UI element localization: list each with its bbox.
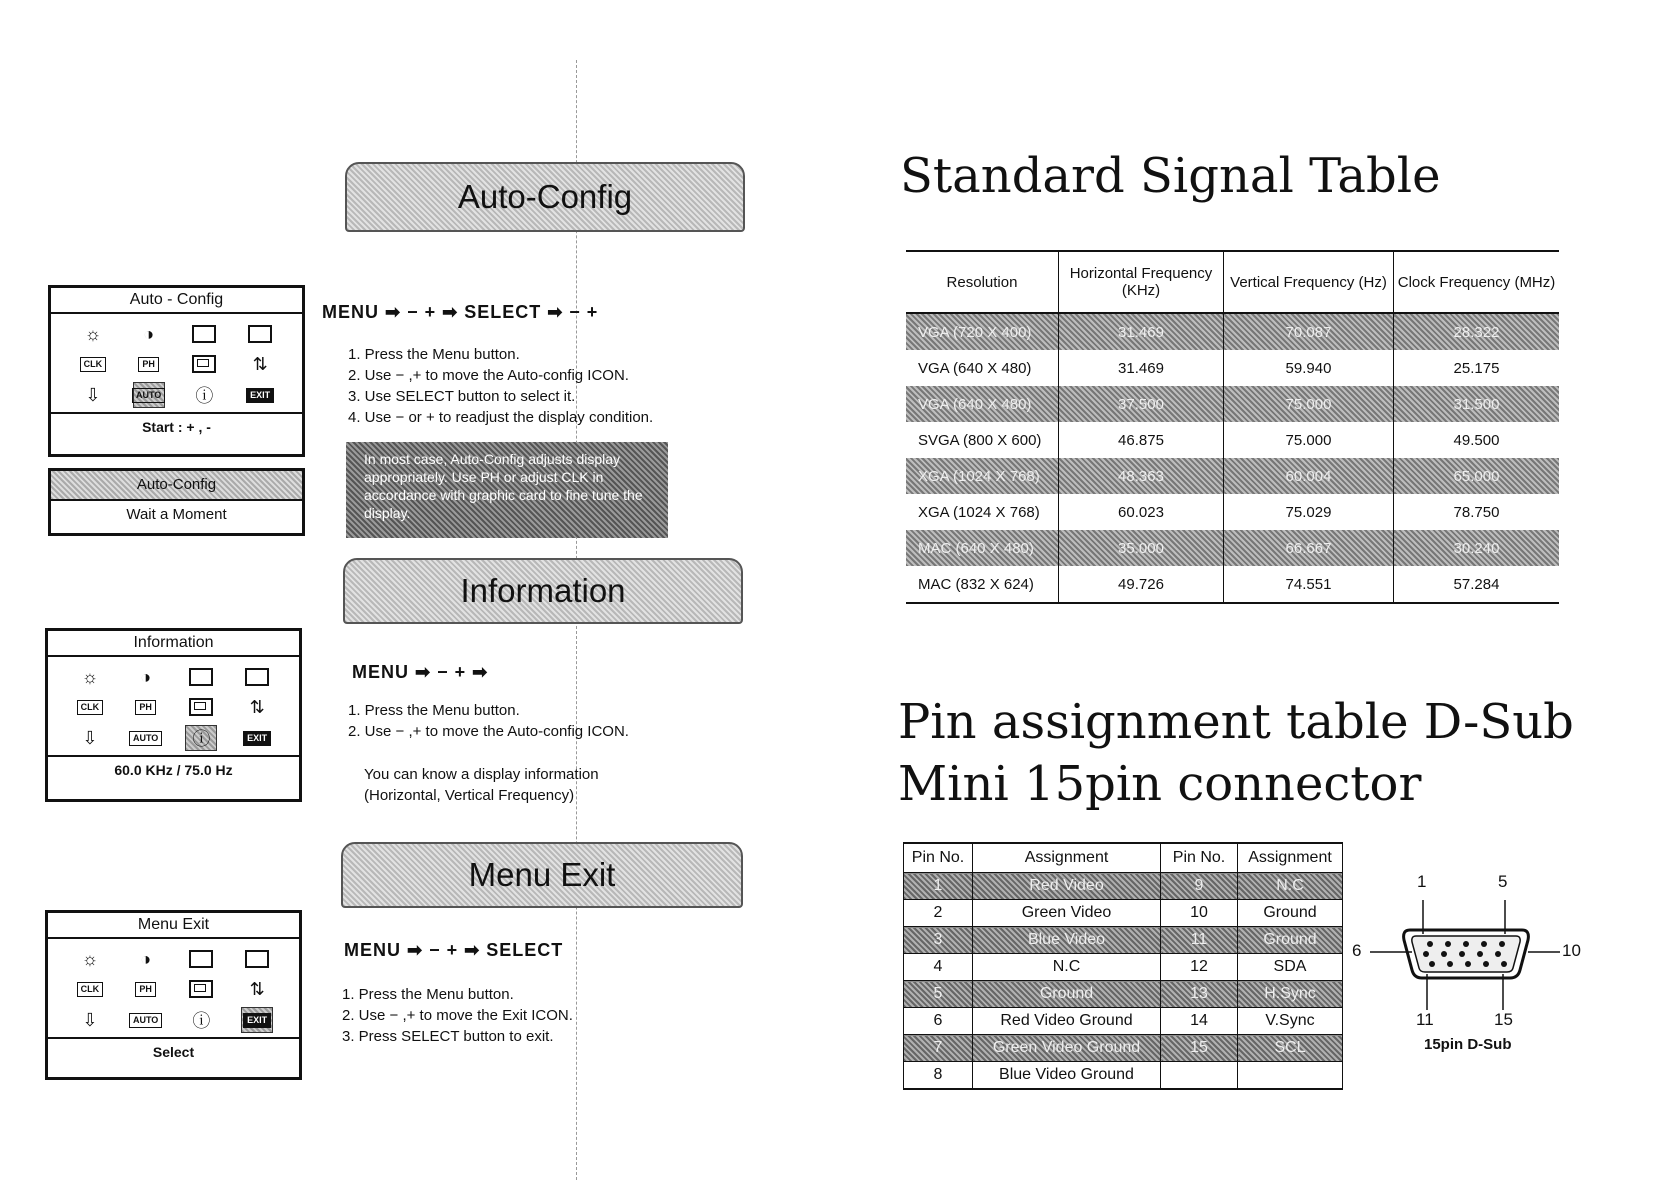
pin-table-title-line2: Mini 15pin connector: [898, 756, 1422, 812]
pin-table-row: [904, 873, 1343, 900]
phase-icon-label: PH: [138, 357, 159, 372]
step: 1. Press the Menu button.: [348, 702, 520, 719]
auto-config-steps: [348, 344, 653, 428]
pin-table-cell: 12: [1161, 954, 1238, 981]
pin-table-cell: Ground: [1238, 927, 1343, 954]
exit-icon: [241, 1007, 273, 1033]
signal-table-cell: 70.087: [1224, 313, 1394, 350]
banner-text: Auto-Config: [457, 178, 633, 215]
signal-table-row: [906, 386, 1559, 422]
signal-table-cell: VGA (640 X 480): [906, 386, 1059, 422]
signal-table-cell: VGA (720 X 400): [906, 313, 1059, 350]
information-banner: [343, 558, 743, 624]
pin-table-cell: 13: [1161, 981, 1238, 1008]
signal-table-row: [906, 458, 1559, 494]
v-position-icon: [245, 322, 275, 346]
pin-table-cell: H.Sync: [1238, 981, 1343, 1008]
pin-table-cell: Blue Video: [973, 927, 1161, 954]
pin-table-cell: SCL: [1238, 1035, 1343, 1062]
recall-icon: ⇩: [85, 384, 101, 405]
size-icon-frame: [189, 698, 213, 716]
signal-table-cell: 25.175: [1394, 350, 1560, 386]
signal-table-cell: 30.240: [1394, 530, 1560, 566]
step: 1. Press the Menu button.: [342, 986, 514, 1003]
wait-box-title: Auto-Config: [51, 471, 302, 501]
info-icon: ⓘ: [185, 725, 217, 751]
signal-table-cell: 37.500: [1059, 386, 1224, 422]
auto-config-osd-box: [48, 285, 305, 457]
phase-icon: [134, 352, 164, 376]
header-cell: Horizontal Frequency (KHz): [1059, 251, 1224, 313]
step: 4. Use − or + to readjust the display condition.: [348, 409, 654, 426]
signal-table-cell: VGA (640 X 480): [918, 359, 1032, 377]
banner-text: Information: [460, 572, 626, 609]
pin-table-cell: 14: [1161, 1008, 1238, 1035]
phase-icon: [131, 695, 161, 719]
osd-footer: 60.0 KHz / 75.0 Hz: [48, 755, 299, 783]
sharpness-icon: ⇅: [249, 978, 265, 999]
clock-icon: [78, 352, 108, 376]
clock-icon-label: CLK: [77, 700, 104, 715]
header-cell: Assignment: [1238, 843, 1343, 873]
pin-table: [903, 842, 1343, 1090]
h-position-icon: [186, 665, 216, 689]
osd-title: Information: [48, 631, 299, 657]
pin-table-cell: 5: [904, 981, 973, 1008]
pin-table-cell: 15: [1161, 1035, 1238, 1062]
signal-table-title: Standard Signal Table: [900, 148, 1441, 204]
info-icon: ⓘ: [192, 1011, 211, 1031]
v-position-icon: [242, 665, 272, 689]
auto-config-sequence: MENU ➡ − + ➡ SELECT ➡ − +: [322, 302, 599, 322]
pin-table-row: [904, 1035, 1343, 1062]
signal-table-row: [906, 566, 1559, 603]
signal-table-row: [906, 313, 1559, 350]
osd-title: Menu Exit: [48, 913, 299, 939]
pin-table-row: [904, 927, 1343, 954]
signal-table-cell: 65.000: [1394, 458, 1560, 494]
pin-table-cell: [1238, 1062, 1343, 1090]
signal-table-cell: 48.363: [1059, 458, 1224, 494]
osd-footer: Select: [48, 1037, 299, 1065]
step: 1. Press the Menu button.: [348, 346, 520, 363]
menu-exit-osd-box: [45, 910, 302, 1080]
pin-label-1: 1: [1417, 872, 1427, 891]
size-icon: [189, 352, 219, 376]
menu-exit-sequence: MENU ➡ − + ➡ SELECT: [344, 940, 564, 960]
information-osd-box: [45, 628, 302, 802]
contrast-icon: ◑: [143, 323, 155, 344]
pin-table-cell: Red Video: [973, 873, 1161, 900]
v-position-icon-frame: [248, 325, 272, 343]
information-steps: [348, 700, 629, 742]
pin-table-cell: 9: [1161, 873, 1238, 900]
signal-table-row: [906, 530, 1559, 566]
pin-table-cell: 6: [904, 1008, 973, 1035]
signal-table-row: [906, 350, 1559, 386]
step: 2. Use − ,+ to move the Auto-config ICON.: [348, 367, 629, 384]
pin-table-cell: 8: [904, 1062, 973, 1090]
connector-caption: 15pin D-Sub: [1424, 1036, 1512, 1053]
signal-table-cell: 60.023: [1059, 494, 1224, 530]
phase-icon-label: PH: [135, 982, 156, 997]
h-position-icon: [186, 947, 216, 971]
signal-table-cell: 74.551: [1224, 566, 1394, 603]
h-position-icon-frame: [189, 668, 213, 686]
signal-table-cell: 75.000: [1224, 386, 1394, 422]
clock-icon: [75, 977, 105, 1001]
pin-table-cell: Ground: [973, 981, 1161, 1008]
pin-table-cell: 2: [904, 900, 973, 927]
header-cell: Assignment: [973, 843, 1161, 873]
pin-table-cell: 3: [904, 927, 973, 954]
osd-icon-grid: [48, 939, 299, 1037]
auto-icon-label: AUTO: [129, 1013, 162, 1028]
pin-table-cell: Ground: [1238, 900, 1343, 927]
information-note: [364, 764, 599, 806]
signal-table: [906, 250, 1559, 604]
signal-table-cell: SVGA (800 X 600): [918, 431, 1042, 449]
pin-table-row: [904, 900, 1343, 927]
menu-exit-banner: [341, 842, 743, 908]
v-position-icon-frame: [245, 668, 269, 686]
signal-table-cell: 75.029: [1224, 494, 1394, 530]
signal-table-row: [906, 494, 1559, 530]
v-position-icon-frame: [245, 950, 269, 968]
pin-table-cell: V.Sync: [1238, 1008, 1343, 1035]
step: 3. Press SELECT button to exit.: [342, 1028, 554, 1045]
auto-icon: [131, 726, 161, 750]
pin-table-cell: 1: [904, 873, 973, 900]
pin-label-6: 6: [1352, 941, 1362, 960]
sharpness-icon: ⇅: [249, 696, 265, 717]
clock-icon-label: CLK: [80, 357, 107, 372]
header-cell: Resolution: [906, 251, 1059, 313]
auto-icon-label: AUTO: [132, 388, 165, 403]
pin-table-title-line1: Pin assignment table D-Sub: [898, 694, 1574, 750]
exit-icon: [242, 726, 272, 750]
signal-table-cell: 60.004: [1224, 458, 1394, 494]
signal-table-cell: 59.940: [1224, 350, 1394, 386]
signal-table-cell: 28.322: [1394, 313, 1560, 350]
pin-table-cell: SDA: [1238, 954, 1343, 981]
signal-table-cell: 78.750: [1394, 494, 1560, 530]
auto-config-banner: [345, 162, 745, 232]
contrast-icon: ◑: [140, 666, 152, 687]
brightness-icon: ☼: [84, 323, 102, 344]
signal-table-cell: 66.667: [1224, 530, 1394, 566]
osd-title: Auto - Config: [51, 288, 302, 314]
size-icon: [186, 977, 216, 1001]
h-position-icon-frame: [192, 325, 216, 343]
size-icon: [186, 695, 216, 719]
phase-icon-label: PH: [135, 700, 156, 715]
contrast-icon: ◑: [140, 948, 152, 969]
signal-table-cell: 35.000: [1059, 530, 1224, 566]
signal-table-row: [906, 422, 1559, 458]
pin-table-row: [904, 954, 1343, 981]
header-cell: Clock Frequency (MHz): [1394, 251, 1560, 313]
pin-label-10: 10: [1562, 941, 1581, 960]
wait-box-message: Wait a Moment: [126, 506, 227, 523]
pin-table-cell: 10: [1161, 900, 1238, 927]
brightness-icon: ☼: [81, 666, 99, 687]
osd-footer: Start : + , -: [51, 412, 302, 440]
osd-icon-grid: [51, 314, 302, 412]
pin-table-row: [904, 981, 1343, 1008]
osd-icon-grid: [48, 657, 299, 755]
h-position-icon-frame: [189, 950, 213, 968]
signal-table-cell: MAC (640 X 480): [906, 530, 1059, 566]
pin-table-row: [904, 1008, 1343, 1035]
step: 2. Use − ,+ to move the Exit ICON.: [342, 1007, 573, 1024]
note-line: (Horizontal, Vertical Frequency): [364, 787, 575, 804]
size-icon-frame: [192, 355, 216, 373]
size-icon-frame: [189, 980, 213, 998]
pin-label-11: 11: [1416, 1010, 1434, 1029]
h-position-icon: [189, 322, 219, 346]
pin-table-header: [904, 843, 1343, 873]
exit-icon-label: EXIT: [246, 388, 274, 403]
header-cell: Pin No.: [1161, 843, 1238, 873]
menu-exit-steps: [342, 984, 573, 1047]
header-cell: Pin No.: [904, 843, 973, 873]
signal-table-cell: 57.284: [1394, 566, 1560, 603]
pin-table-cell: N.C: [973, 954, 1161, 981]
exit-icon-label: EXIT: [243, 731, 271, 746]
auto-config-note: In most case, Auto-Config adjusts display appropriately. Use PH or adjust CLK in accordance with graphic card to fine tune the display.: [346, 442, 668, 538]
information-sequence: MENU ➡ − + ➡: [352, 662, 489, 682]
recall-icon: ⇩: [82, 1009, 98, 1030]
auto-config-wait-box: [48, 468, 305, 536]
banner-text: Menu Exit: [468, 856, 616, 893]
auto-icon: [131, 1008, 161, 1032]
signal-table-cell: 31.469: [1059, 313, 1224, 350]
exit-icon: [245, 383, 275, 407]
auto-icon: [133, 382, 165, 408]
signal-table-cell: XGA (1024 X 768): [918, 503, 1040, 521]
signal-table-cell: XGA (1024 X 768): [906, 458, 1059, 494]
auto-icon-label: AUTO: [129, 731, 162, 746]
signal-table-cell: MAC (832 X 624): [906, 566, 1059, 603]
signal-table-cell: 31.469: [1059, 350, 1224, 386]
pin-label-15: 15: [1494, 1010, 1513, 1029]
signal-table-cell: 75.000: [1224, 422, 1394, 458]
pin-table-cell: [1161, 1062, 1238, 1090]
step: 2. Use − ,+ to move the Auto-config ICON.: [348, 723, 629, 740]
brightness-icon: ☼: [81, 948, 99, 969]
exit-icon-label: EXIT: [243, 1013, 271, 1028]
sharpness-icon: ⇅: [252, 353, 268, 374]
pin-label-5: 5: [1498, 872, 1508, 891]
pin-table-cell: Blue Video Ground: [973, 1062, 1161, 1090]
signal-table-cell: 49.726: [1059, 566, 1224, 603]
v-position-icon: [242, 947, 272, 971]
pin-table-cell: Green Video: [973, 900, 1161, 927]
pin-table-cell: 11: [1161, 927, 1238, 954]
info-icon: ⓘ: [195, 386, 214, 406]
header-cell: Vertical Frequency (Hz): [1224, 251, 1394, 313]
pin-table-cell: Green Video Ground: [973, 1035, 1161, 1062]
pin-table-cell: 4: [904, 954, 973, 981]
signal-table-cell: 46.875: [1059, 422, 1224, 458]
signal-table-cell: 49.500: [1394, 422, 1560, 458]
note-line: You can know a display information: [364, 766, 599, 783]
signal-table-header: [906, 251, 1559, 313]
pin-table-cell: N.C: [1238, 873, 1343, 900]
clock-icon-label: CLK: [77, 982, 104, 997]
recall-icon: ⇩: [82, 727, 98, 748]
signal-table-cell: 31.500: [1394, 386, 1560, 422]
pin-table-cell: 7: [904, 1035, 973, 1062]
clock-icon: [75, 695, 105, 719]
step: 3. Use SELECT button to select it.: [348, 388, 576, 405]
dsub-connector-diagram: [1370, 900, 1560, 1020]
phase-icon: [131, 977, 161, 1001]
pin-table-row: [904, 1062, 1343, 1090]
pin-table-cell: Red Video Ground: [973, 1008, 1161, 1035]
